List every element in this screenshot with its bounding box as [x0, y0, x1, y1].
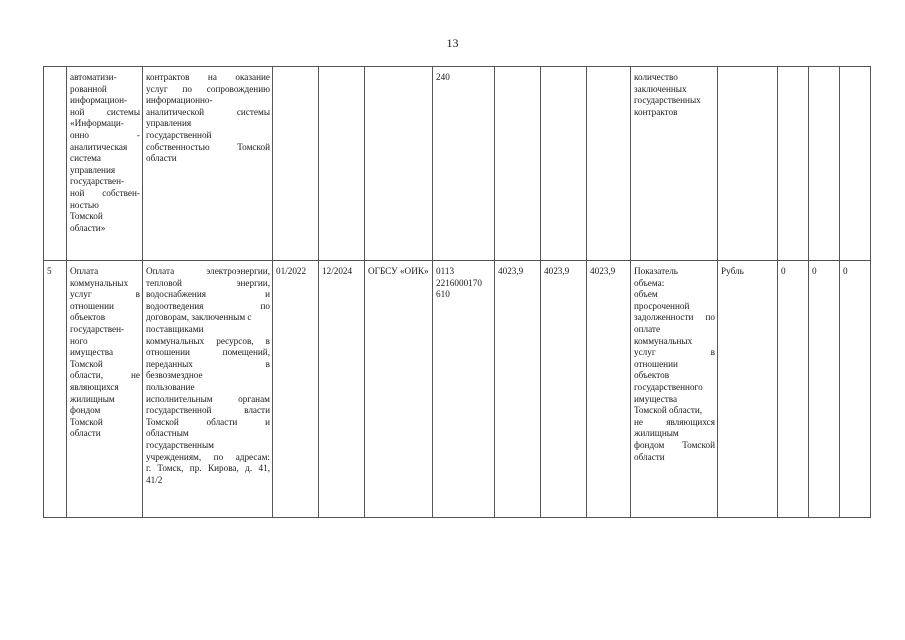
text-line: Томской	[70, 358, 103, 369]
text-line: управления	[70, 164, 116, 175]
page-number: 13	[446, 36, 459, 50]
measure-name	[67, 261, 143, 518]
text-line: контрактов	[634, 106, 678, 117]
end-date	[319, 67, 365, 261]
budget-code: 0113 2216000170 610	[433, 261, 495, 518]
text-line: имущества	[634, 393, 678, 404]
text-line: области	[146, 153, 177, 164]
text-line: объектов	[634, 370, 670, 381]
indicator-year-2: 0	[809, 261, 840, 518]
text-line: жилищным	[634, 428, 679, 439]
text-line: фондом Томской	[634, 439, 715, 450]
text-line: государствен-	[70, 323, 125, 334]
text-line: ной собствен-	[70, 187, 140, 198]
text-line: г. Томск, пр. Кирова, д. 41,	[146, 463, 270, 474]
amount-year-2: 4023,9	[541, 261, 587, 518]
measure-description	[143, 261, 273, 518]
text-line: области	[634, 451, 665, 462]
indicator-year-1: 0	[778, 261, 809, 518]
text-line: отношении	[70, 300, 114, 311]
text-line: просроченной	[634, 300, 690, 311]
text-line: поставщиками	[146, 323, 204, 334]
text-line: объектов	[70, 312, 106, 323]
text-line: исполнительным органам	[146, 393, 270, 404]
measure-name	[67, 67, 143, 261]
text-line: государственного	[634, 381, 703, 392]
text-line: собственностью Томской	[146, 141, 270, 152]
text-line: водоснабжения и	[146, 289, 270, 300]
text-line: договорам, заключенным с	[146, 312, 252, 323]
measure-description	[143, 67, 273, 261]
text-line: Показатель	[634, 266, 678, 276]
amount-year-2	[541, 67, 587, 261]
text-line: услуг по сопровождению	[146, 83, 270, 94]
text-line: контрактов на оказание	[146, 72, 270, 82]
text-line: государствен-	[70, 176, 125, 187]
start-date	[273, 67, 319, 261]
executor: ОГБСУ «ОИК»	[365, 261, 433, 518]
end-date: 12/2024	[319, 261, 365, 518]
text-line: не являющихся	[634, 416, 715, 427]
text-line: «Информаци-	[70, 118, 124, 129]
text-line: отношении	[634, 358, 678, 369]
indicator-year-1	[778, 67, 809, 261]
text-line: управления	[146, 118, 192, 129]
text-line: ного	[70, 335, 88, 346]
table-row	[44, 67, 871, 261]
text-line: задолженности по	[634, 312, 715, 323]
indicator-year-3: 0	[840, 261, 871, 518]
text-line: государственным	[146, 439, 214, 450]
text-line: безвозмездное	[146, 370, 203, 381]
text-line: отношении помещений,	[146, 347, 270, 358]
text-line: аналитическая	[70, 141, 128, 152]
text-line: государственных	[634, 95, 701, 106]
text-line: государственной	[146, 129, 212, 140]
text-line: областным	[146, 428, 189, 439]
table-row	[44, 261, 871, 518]
amount-year-3: 4023,9	[587, 261, 631, 518]
text-line: жилищным	[70, 393, 115, 404]
row-number: 5	[44, 261, 67, 518]
text-line: коммунальных ресурсов, в	[146, 335, 270, 346]
amount-year-3	[587, 67, 631, 261]
text-line: имущества	[70, 347, 114, 358]
text-line: информацион-	[70, 95, 128, 106]
text-line: коммунальных	[70, 277, 129, 288]
text-line: Томской области,	[634, 405, 703, 416]
text-line: являющихся	[70, 381, 119, 392]
text-line: государственной власти	[146, 405, 270, 416]
indicator-year-3	[840, 67, 871, 261]
amount-year-1: 4023,9	[495, 261, 541, 518]
text-line: ной системы	[70, 106, 140, 117]
text-line: объема:	[634, 277, 665, 288]
text-line: тепловой энергии,	[146, 277, 270, 288]
text-line: ностью	[70, 199, 99, 210]
text-line: коммунальных	[634, 335, 693, 346]
text-line: автоматизи-	[70, 72, 117, 82]
amount-year-1	[495, 67, 541, 261]
indicator-name	[631, 261, 718, 518]
unit: Рубль	[718, 261, 778, 518]
text-line: фондом	[70, 405, 101, 416]
text-line: области»	[70, 222, 106, 233]
text-line: Томской области и	[146, 416, 270, 427]
indicator-year-2	[809, 67, 840, 261]
text-line: оплате	[634, 323, 661, 334]
start-date: 01/2022	[273, 261, 319, 518]
text-line: области	[70, 428, 101, 439]
text-line: водоотведения по	[146, 300, 270, 311]
unit	[718, 67, 778, 261]
text-line: переданных в	[146, 358, 270, 369]
text-line: онно -	[70, 129, 140, 140]
text-line: Томской	[70, 416, 103, 427]
text-line: аналитической системы	[146, 106, 270, 117]
budget-code: 240	[433, 67, 495, 261]
text-line: Оплата электроэнергии,	[146, 266, 270, 276]
text-line: Оплата	[70, 266, 99, 276]
executor	[365, 67, 433, 261]
text-line: количество	[634, 72, 678, 82]
text-line: рованной	[70, 83, 107, 94]
text-line: области, не	[70, 370, 140, 381]
text-line: услуг в	[70, 289, 140, 300]
row-number	[44, 67, 67, 261]
program-table	[43, 66, 871, 518]
text-line: учреждениям, по адресам:	[146, 451, 270, 462]
text-line: информационно-	[146, 95, 213, 106]
text-line: услуг в	[634, 347, 715, 358]
indicator-name	[631, 67, 718, 261]
text-line: объем	[634, 289, 658, 300]
text-line: пользование	[146, 381, 195, 392]
text-line: система	[70, 153, 101, 164]
text-line: заключенных	[634, 83, 687, 94]
text-line: Томской	[70, 211, 103, 222]
text-line: 41/2	[146, 474, 163, 485]
